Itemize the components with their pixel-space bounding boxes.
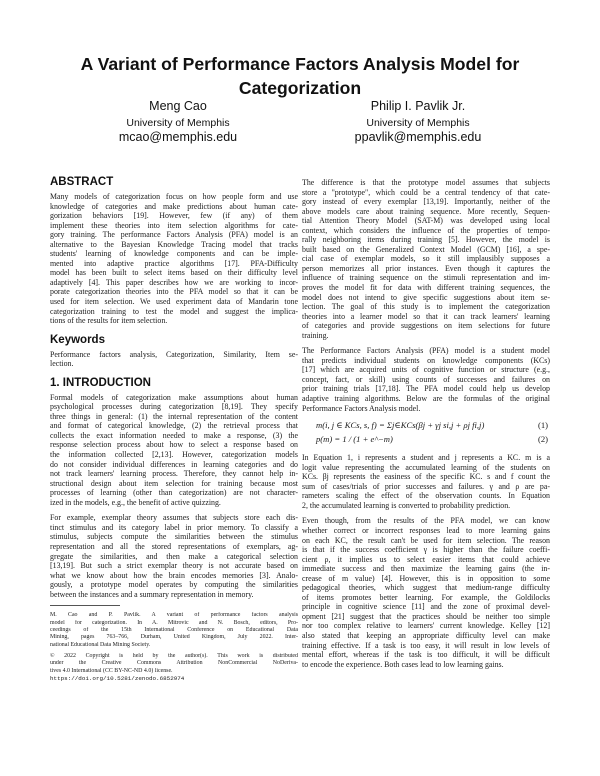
text-line: gously, a prototype model operates by computing the similarities (50, 580, 298, 590)
text-line: on each KC, the result can't be used for item selection. The reason (302, 535, 550, 545)
text-line: [17] which are acquired units of cognitive function or structure (e.g., (302, 365, 550, 375)
text-line: do not consider individual differences in learning categories and do (50, 459, 298, 469)
title-line: A Variant of Performance Factors Analysis Model for (80, 54, 520, 74)
text-line: influence of training sequence on the stimuli representation and im- (302, 273, 550, 283)
text-line: knowledge of categories and make predictions about human cate- (50, 201, 298, 211)
intro-paragraph (50, 393, 298, 508)
text-line: Many models of categorization focus on how people form and use (50, 192, 298, 201)
text-line: lection. (50, 359, 74, 369)
text-line: of items promotes better learning. For example, the Goldilocks (302, 592, 550, 602)
text-line: mented into adaptive practice algorithms [17]. PFA-Difficulty (50, 258, 298, 268)
author-block (318, 98, 518, 145)
text-line: Performance factors analysis, Categorization, Similarity, Item se- (50, 349, 298, 359)
text-line: cient ρ, it implies us to select easier items that could achieve (302, 554, 550, 564)
text-line: built based on the Generalized Context Model (GCM) [16], a spe- (302, 244, 550, 254)
text-line: For example, exemplar theory assumes that subjects store each dis- (50, 513, 298, 523)
author-block (78, 98, 278, 145)
author-email[interactable]: mcao@memphis.edu (118, 130, 238, 144)
text-line: students' learning of knowledge components and can be imple- (50, 249, 298, 259)
text-line: pedagogical theories, which suggest that medium-range difficulty (302, 583, 550, 593)
text-line: gory training. The performance Factors Analysis (PFA) model is an (50, 230, 298, 240)
text-line: cial case of exemplar models, so it still implausibly supposes a (302, 254, 550, 264)
keywords-heading: Keywords (50, 333, 105, 346)
text-line: store a "prototype", which could be a central tendency of that cate- (302, 187, 550, 197)
author-name: Meng Cao (149, 99, 207, 113)
body-paragraph (302, 346, 550, 413)
author-name: Philip I. Pavlik Jr. (370, 99, 466, 113)
text-line: Even though, from the results of the PFA model, we can know (302, 516, 550, 526)
text-line: alternative to the Bayesian Knowledge Tracing model that tracks (50, 239, 298, 249)
equation-2-number: (2) (537, 434, 548, 445)
text-line: crease of m value) [4]. However, this is in opposition to some (302, 573, 550, 583)
right-column (302, 178, 550, 675)
text-line: what we know about how the brain encodes memories [3]. Analo- (50, 570, 298, 580)
text-line: context, which considers the influence of the properties of tempo- (302, 225, 550, 235)
text-line: national Educational Data Mining Society. (50, 641, 151, 648)
copyright-text (50, 653, 298, 675)
text-line: tives 4.0 International (CC BY-NC-ND 4.0) license. (50, 667, 173, 674)
text-line: Formal models of categorization make assumptions about human (50, 392, 298, 402)
doi-link[interactable]: https://doi.org/10.5281/zenodo.6852974 (50, 674, 185, 682)
footnote-copyright (50, 653, 298, 682)
text-line: psychological processes during categorization [8,19]. They specify (50, 402, 298, 412)
text-line: model for categorization. In A. Mitrovic and N. Bosch, editors, Pro- (50, 619, 298, 626)
text-line: mental effort, whereas if the task is too difficult, it will be difficult (302, 650, 550, 660)
text-line: gorization behaviors [19]. However, few (if any) of them (50, 211, 298, 221)
text-line: above models care about training sequence. More recently, Sequen- (302, 206, 550, 216)
text-line: ized in the models, e.g., the benefit of active quizzing. (50, 497, 221, 507)
keywords-text (50, 350, 298, 369)
text-line: nor too complex relative to learners' current knowledge. Kelley [12] (302, 621, 550, 631)
paper-title (40, 52, 560, 100)
intro-paragraph (50, 513, 298, 599)
introduction-heading: 1. INTRODUCTION (50, 376, 151, 389)
text-line: model does not intend to give specific suggestions about item se- (302, 292, 550, 302)
text-line: representation and all the stored representations of exemplars, ag- (50, 541, 298, 551)
text-line: adaptively [4]. This paper describes how we are working to incor- (50, 277, 298, 287)
author-affiliation: University of Memphis (366, 117, 470, 129)
text-line: implement these theories into item selection algorithms for cate- (50, 220, 298, 230)
text-line: and format of categorical knowledge, (2) the retrieval process that (50, 421, 298, 431)
text-line: © 2022 Copyright is held by the author(s). This work is distributed (50, 652, 298, 659)
equation-2-formula: p(m) = 1 / (1 + e^−m) (316, 434, 393, 445)
title-line: Categorization (238, 78, 362, 98)
text-line: immediate success and then maximize the learning gains (the in- (302, 564, 550, 574)
author-email[interactable]: ppavlik@memphis.edu (354, 130, 482, 144)
text-line: processes of learning (other than categorization) are not character- (50, 488, 298, 498)
equation-1-formula: m(i, j ∈ KCs, s, f) = Σj∈KCs(βj + γj si,j + ρj fi,j) (316, 420, 485, 431)
text-line: rameters scaling the effect of the observation counts. In Equation (302, 491, 550, 501)
text-line: training. (302, 330, 329, 340)
text-line: Performance Factors Analysis model. (302, 403, 421, 413)
footnote-divider (50, 605, 120, 606)
text-line: person memorizes all prior instances. Even though it captures the (302, 263, 550, 273)
text-line: whether correct or incorrect responses lead to more learning gains (302, 525, 550, 535)
abstract-heading: ABSTRACT (50, 176, 114, 188)
body-paragraph (302, 453, 550, 510)
footnote-citation (50, 612, 298, 649)
text-line: proves the model fit for data with different training sequences, the (302, 283, 550, 293)
text-line: opment [21] suggest that the practices should be neither too simple (302, 611, 550, 621)
text-line: gory instead of every exemplar [13,19]. Importantly, neither of the (302, 197, 550, 207)
body-paragraph (302, 516, 550, 669)
text-line: also stated that keeping an appropriate difficulty level can make (302, 630, 550, 640)
text-line: is that if the success coefficient γ is higher than the failure coeffi- (302, 545, 550, 555)
text-line: principle in cognitive science [11] and the zone of proximal devel- (302, 602, 550, 612)
text-line: collects the exact information needed to make a response, (3) the (50, 430, 298, 440)
text-line: adaptive training algorithms. Below are the formulas of the original (302, 394, 550, 404)
text-line: sum of cases/trials of prior successes and failures. γ and ρ are pa- (302, 481, 550, 491)
text-line: gregate the similarities, and then make a categorical selection (50, 551, 298, 561)
text-line: tial Attention Theory Model (SAT-M) was developed using local (302, 216, 550, 226)
text-line: prior training trials [17,18]. The PFA model could help us develop (302, 384, 550, 394)
text-line: model has been built to select items based on their difficulty level (50, 268, 298, 278)
text-line: theories into a learner model so that it can track learners' learning (302, 311, 550, 321)
text-line: training effective. If a task is too easy, it will result in low levels of (302, 640, 550, 650)
text-line: the information collected [2,13]. However, categorization models (50, 450, 298, 460)
text-line: tinct stimulus and its category label in prior memory. To classify a (50, 522, 298, 532)
text-line: Mining, pages 763–766, Durham, United Kingdom, July 2022. Inter- (50, 634, 298, 641)
text-line: that predicts individual students on knowledge components (KCs) (302, 355, 550, 365)
author-affiliation: University of Memphis (126, 117, 230, 129)
equation-1 (302, 419, 550, 433)
equation-1-number: (1) (537, 420, 548, 431)
text-line: KCs. βj represents the easiness of the specific KC. s and f count the (302, 472, 550, 482)
text-line: In Equation 1, i represents a student and j represents a KC. m is a (302, 453, 550, 463)
text-line: ceedings of the 15th International Conference on Educational Data (50, 626, 298, 633)
text-line: stimulus, subjects compute the similarities between the stimulus (50, 532, 298, 542)
text-line: structional design about item selection for training because most (50, 478, 298, 488)
text-line: between the instances and a summary representation in memory. (50, 589, 254, 599)
equation-2 (302, 433, 550, 447)
text-line: M. Cao and P. Pavlik. A variant of performance factors analysis (50, 612, 298, 619)
text-line: to encode the experience. Both cases lead to low learning gains. (302, 659, 504, 669)
left-column (50, 176, 298, 682)
text-line: The Performance Factors Analysis (PFA) model is a student model (302, 346, 550, 356)
text-line: not track learners' learning process. Therefore, they cannot help in- (50, 469, 298, 479)
text-line: [13,19]. But such a strict exemplar theory is not accurate based on (50, 561, 298, 571)
text-line: under the Creative Commons Attribution NonCommercial NoDeriva- (50, 660, 298, 667)
text-line: of categories and provide suggestions on item selections for future (302, 321, 550, 331)
body-paragraph (302, 178, 550, 340)
text-line: concept, fact, or skill) using counts of successes and failures on (302, 374, 550, 384)
text-line: The difference is that the prototype model assumes that subjects (302, 178, 550, 187)
text-line: response selection process about how to select a response based on (50, 440, 298, 450)
text-line: three things in general: (1) the internal representation of the content (50, 411, 298, 421)
text-line: 2, the accumulated learning is converted to probability prediction. (302, 500, 511, 510)
text-line: used for item selection. We used experiment data of Mandarin tone (50, 297, 298, 307)
text-line: categorization training to test the model and suggest the implica- (50, 306, 298, 316)
text-line: lection. The goal of this study is to implement the categorization (302, 302, 550, 312)
text-line: tions of the results for item selection. (50, 316, 168, 326)
text-line: porate categorization theories into the PFA model so that it can be (50, 287, 298, 297)
text-line: rally neighboring items during training [5]. However, the model is (302, 235, 550, 245)
abstract-text (50, 192, 298, 326)
text-line: logit value representing the accumulated learning of the students on (302, 462, 550, 472)
